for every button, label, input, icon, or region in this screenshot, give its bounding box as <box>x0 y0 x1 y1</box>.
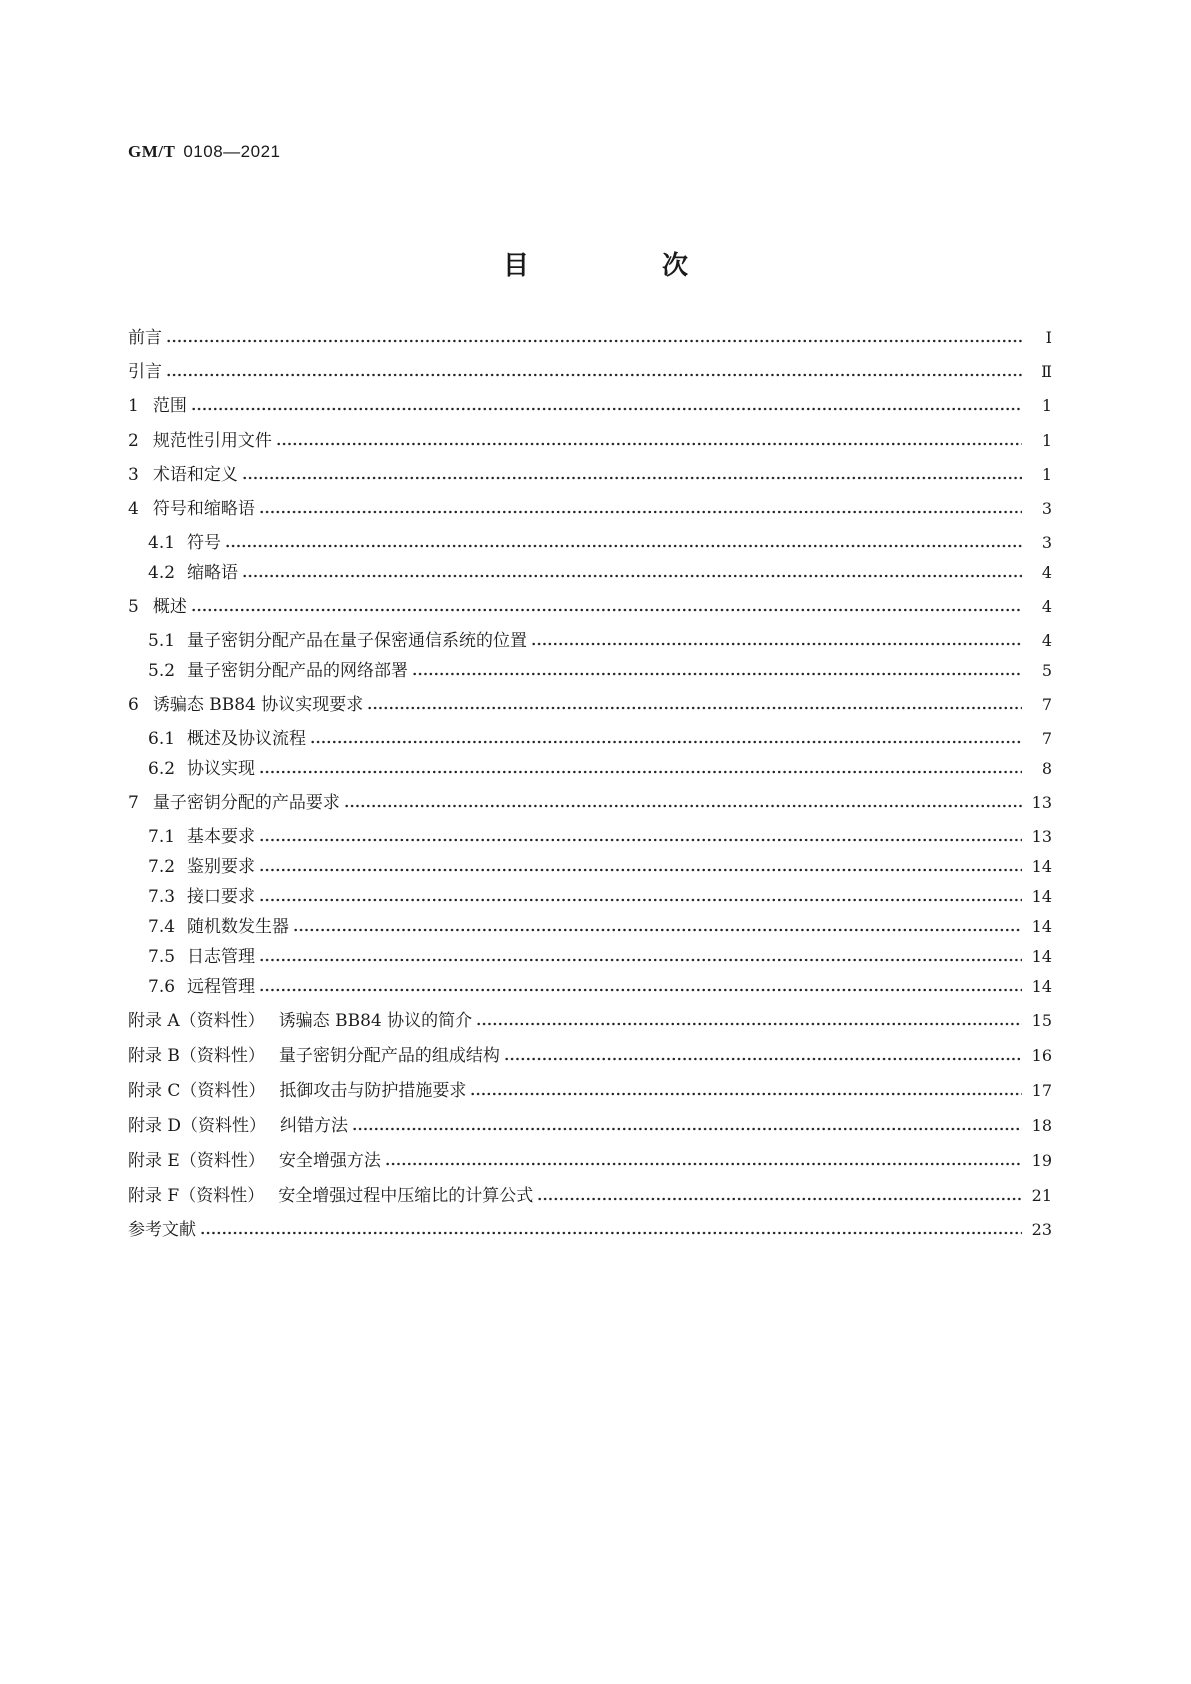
toc-entry-page: 1 <box>1041 431 1052 450</box>
toc-leader-dots <box>166 337 1022 345</box>
toc-entry[interactable] <box>128 1003 1052 1033</box>
toc-entry[interactable] <box>148 555 1052 585</box>
toc-entry[interactable] <box>128 423 1052 453</box>
toc-entry-number: 1 <box>128 396 139 416</box>
toc-entry-page: 4 <box>1041 631 1052 650</box>
toc-leader-dots <box>367 704 1022 712</box>
toc-entry-title: 诱骗态 BB84 协议实现要求 <box>152 695 364 715</box>
toc-entry-page: 1 <box>1041 396 1052 415</box>
toc-entry-title: 基本要求 <box>187 827 256 847</box>
toc-entry-number: 6.2 <box>148 759 176 779</box>
toc-entry-title: 符号和缩略语 <box>152 499 255 519</box>
toc-leader-dots <box>412 670 1022 678</box>
toc-leader-dots <box>242 572 1022 580</box>
toc-entry-title: 安全增强方法 <box>278 1151 381 1171</box>
toc-entry-title: 前言 <box>128 328 162 348</box>
toc-entry-number: 附录 D（资料性） <box>128 1116 267 1136</box>
toc-leader-dots <box>293 926 1022 934</box>
toc-entry-number: 4 <box>128 499 139 519</box>
toc-entry-page: 16 <box>1031 1046 1052 1065</box>
toc-entry-label <box>128 595 191 619</box>
toc-entry-title: 符号 <box>187 533 222 553</box>
toc-entry[interactable] <box>128 457 1052 487</box>
toc-leader-dots <box>259 986 1022 994</box>
toc-entry-page: 13 <box>1031 793 1052 812</box>
toc-entry[interactable] <box>128 320 1052 350</box>
toc-entry[interactable] <box>128 1143 1052 1173</box>
toc-entry-title: 鉴别要求 <box>187 857 256 877</box>
toc-leader-dots <box>225 542 1022 550</box>
toc-entry-page: 18 <box>1031 1116 1052 1135</box>
toc-entry-label <box>128 1218 200 1242</box>
toc-entry-page: 15 <box>1031 1011 1052 1030</box>
toc-entry[interactable] <box>128 388 1052 418</box>
toc-entry-number: 附录 C（资料性） <box>128 1081 266 1101</box>
toc-entry-page: 1 <box>1041 465 1052 484</box>
toc-entry-title: 协议实现 <box>187 759 256 779</box>
toc-entry-label <box>148 561 242 585</box>
toc-entry-label <box>128 1079 470 1103</box>
toc-entry-title: 量子密钥分配产品的网络部署 <box>187 661 409 681</box>
toc-entry-title: 概述 <box>152 597 187 617</box>
toc-entry-page: 7 <box>1041 695 1052 714</box>
toc-leader-dots <box>504 1055 1022 1063</box>
toc-entry-label <box>148 659 412 683</box>
toc-entry-label <box>148 885 259 909</box>
toc-leader-dots <box>352 1125 1022 1133</box>
toc-entry-label <box>148 975 259 999</box>
toc-entry[interactable] <box>128 1073 1052 1103</box>
toc-leader-dots <box>537 1195 1022 1203</box>
toc-entry-label <box>128 497 259 521</box>
toc-leader-dots <box>191 405 1022 413</box>
toc-entry-number: 7.3 <box>148 887 176 907</box>
toc-entry-number: 4.2 <box>148 563 176 583</box>
toc-entry-number: 5.1 <box>148 631 176 651</box>
toc-entry-title: 量子密钥分配产品在量子保密通信系统的位置 <box>187 631 528 651</box>
toc-entry-label <box>148 945 259 969</box>
toc-entry-number: 7.2 <box>148 857 176 877</box>
toc-entry-number: 7.5 <box>148 947 176 967</box>
toc-entry-title: 诱骗态 BB84 协议的简介 <box>278 1011 473 1031</box>
toc-entry-title: 范围 <box>152 396 187 416</box>
toc-leader-dots <box>385 1160 1022 1168</box>
toc-entry-label <box>128 1184 537 1208</box>
toc-entry[interactable] <box>148 751 1052 781</box>
toc-entry-label <box>128 326 166 350</box>
toc-entry[interactable] <box>148 819 1052 849</box>
toc-entry-number: 附录 E（资料性） <box>128 1151 265 1171</box>
toc-entry-title: 缩略语 <box>187 563 239 583</box>
toc-entry-title: 安全增强过程中压缩比的计算公式 <box>278 1186 534 1206</box>
toc-leader-dots <box>242 474 1022 482</box>
toc-entry-label <box>128 463 242 487</box>
toc-entry-title: 量子密钥分配的产品要求 <box>152 793 340 813</box>
toc-entry-label <box>128 360 166 384</box>
toc-entry-page: 19 <box>1031 1151 1052 1170</box>
toc-leader-dots <box>276 440 1022 448</box>
toc-entry[interactable] <box>148 721 1052 751</box>
toc-entry-label <box>128 1149 385 1173</box>
toc-entry-number: 7 <box>128 793 139 813</box>
toc-entry-label <box>128 791 344 815</box>
toc-leader-dots <box>166 371 1022 379</box>
toc-entry[interactable] <box>128 1038 1052 1068</box>
toc-entry-page: 4 <box>1041 597 1052 616</box>
toc-entry-label <box>148 825 259 849</box>
toc-entry[interactable] <box>148 969 1052 999</box>
toc-leader-dots <box>531 640 1022 648</box>
toc-entry-title: 随机数发生器 <box>187 917 290 937</box>
toc-entry-title: 规范性引用文件 <box>152 431 272 451</box>
toc-entry-number: 5.2 <box>148 661 176 681</box>
toc-entry-label <box>148 757 259 781</box>
toc-entry[interactable] <box>148 653 1052 683</box>
toc-entry[interactable] <box>128 354 1052 384</box>
toc-entry-number: 2 <box>128 431 139 451</box>
toc-leader-dots <box>259 896 1022 904</box>
document-code-prefix: GM/T <box>128 142 176 161</box>
toc-entry-label <box>128 394 191 418</box>
toc-entry-label <box>148 629 531 653</box>
toc-entry[interactable] <box>148 525 1052 555</box>
toc-entry-title: 日志管理 <box>187 947 256 967</box>
toc-entry-page: 17 <box>1031 1081 1052 1100</box>
toc-entry-title: 纠错方法 <box>280 1116 349 1136</box>
toc-entry-page: 14 <box>1031 917 1052 936</box>
toc-leader-dots <box>476 1020 1022 1028</box>
toc-title: 目 次 <box>502 251 751 281</box>
toc-leader-dots <box>259 836 1022 844</box>
toc-entry-number: 附录 A（资料性） <box>128 1011 265 1031</box>
toc-entry-number: 附录 F（资料性） <box>128 1186 265 1206</box>
toc-entry-number: 7.1 <box>148 827 176 847</box>
toc-leader-dots <box>470 1090 1022 1098</box>
toc-entry-page: 14 <box>1031 857 1052 876</box>
toc-entry-page: 3 <box>1041 499 1052 518</box>
toc-entry-label <box>128 693 367 717</box>
toc-leader-dots <box>344 802 1022 810</box>
toc-leader-dots <box>259 508 1022 516</box>
toc-entry[interactable] <box>148 939 1052 969</box>
toc-entry-page: Ⅱ <box>1041 362 1052 381</box>
toc-entry-label <box>148 727 310 751</box>
toc-entry-number: 7.6 <box>148 977 176 997</box>
toc-entry[interactable] <box>128 687 1052 717</box>
toc-leader-dots <box>191 606 1022 614</box>
toc-leader-dots <box>259 768 1022 776</box>
toc-entry-page: 8 <box>1041 759 1052 778</box>
toc-entry-page: 21 <box>1031 1186 1052 1205</box>
toc-entry-label <box>148 531 225 555</box>
toc-entry[interactable] <box>128 1178 1052 1208</box>
toc-entry-label <box>128 1114 352 1138</box>
toc-entry[interactable] <box>148 909 1052 939</box>
toc-entry-label <box>128 1044 504 1068</box>
toc-entry-number: 6.1 <box>148 729 176 749</box>
toc-leader-dots <box>310 738 1022 746</box>
toc-entry-number: 3 <box>128 465 139 485</box>
toc-entry-label <box>148 855 259 879</box>
document-code <box>128 142 280 162</box>
toc-entry-label <box>148 915 293 939</box>
toc-entry[interactable] <box>128 785 1052 815</box>
toc-leader-dots <box>259 866 1022 874</box>
toc-entry-title: 引言 <box>128 362 162 382</box>
toc-entry-label <box>128 1009 476 1033</box>
toc-entry-title: 量子密钥分配产品的组成结构 <box>278 1046 500 1066</box>
toc-entry-page: 7 <box>1041 729 1052 748</box>
toc-entry-number: 5 <box>128 597 139 617</box>
toc-entry-page: Ⅰ <box>1045 328 1052 347</box>
toc-entry-number: 7.4 <box>148 917 176 937</box>
toc-entry[interactable] <box>128 1212 1052 1242</box>
toc-entry-title: 抵御攻击与防护措施要求 <box>279 1081 467 1101</box>
toc-leader-dots <box>200 1229 1022 1237</box>
toc-entry[interactable] <box>148 849 1052 879</box>
toc-entry-title: 参考文献 <box>128 1220 196 1240</box>
toc-entry[interactable] <box>128 589 1052 619</box>
toc-entry-number: 附录 B（资料性） <box>128 1046 265 1066</box>
toc-entry-page: 3 <box>1041 533 1052 552</box>
toc-entry-page: 13 <box>1031 827 1052 846</box>
document-code-number: 0108—2021 <box>183 142 281 161</box>
toc-entry[interactable] <box>128 491 1052 521</box>
toc-entry-page: 4 <box>1041 563 1052 582</box>
toc-entry-page: 14 <box>1031 977 1052 996</box>
toc-entry[interactable] <box>128 1108 1052 1138</box>
toc-entry-label <box>128 429 276 453</box>
toc-entry-page: 23 <box>1031 1220 1052 1239</box>
toc-entry-page: 5 <box>1041 661 1052 680</box>
toc-entry-title: 远程管理 <box>187 977 256 997</box>
toc-entry-page: 14 <box>1031 947 1052 966</box>
toc-entry-title: 概述及协议流程 <box>187 729 307 749</box>
toc-entry-title: 接口要求 <box>187 887 256 907</box>
toc-entry[interactable] <box>148 623 1052 653</box>
toc-entry-page: 14 <box>1031 887 1052 906</box>
toc-entry-number: 6 <box>128 695 139 715</box>
toc-entry-title: 术语和定义 <box>152 465 238 485</box>
toc-entry-number: 4.1 <box>148 533 176 553</box>
toc-entry[interactable] <box>148 879 1052 909</box>
toc-leader-dots <box>259 956 1022 964</box>
